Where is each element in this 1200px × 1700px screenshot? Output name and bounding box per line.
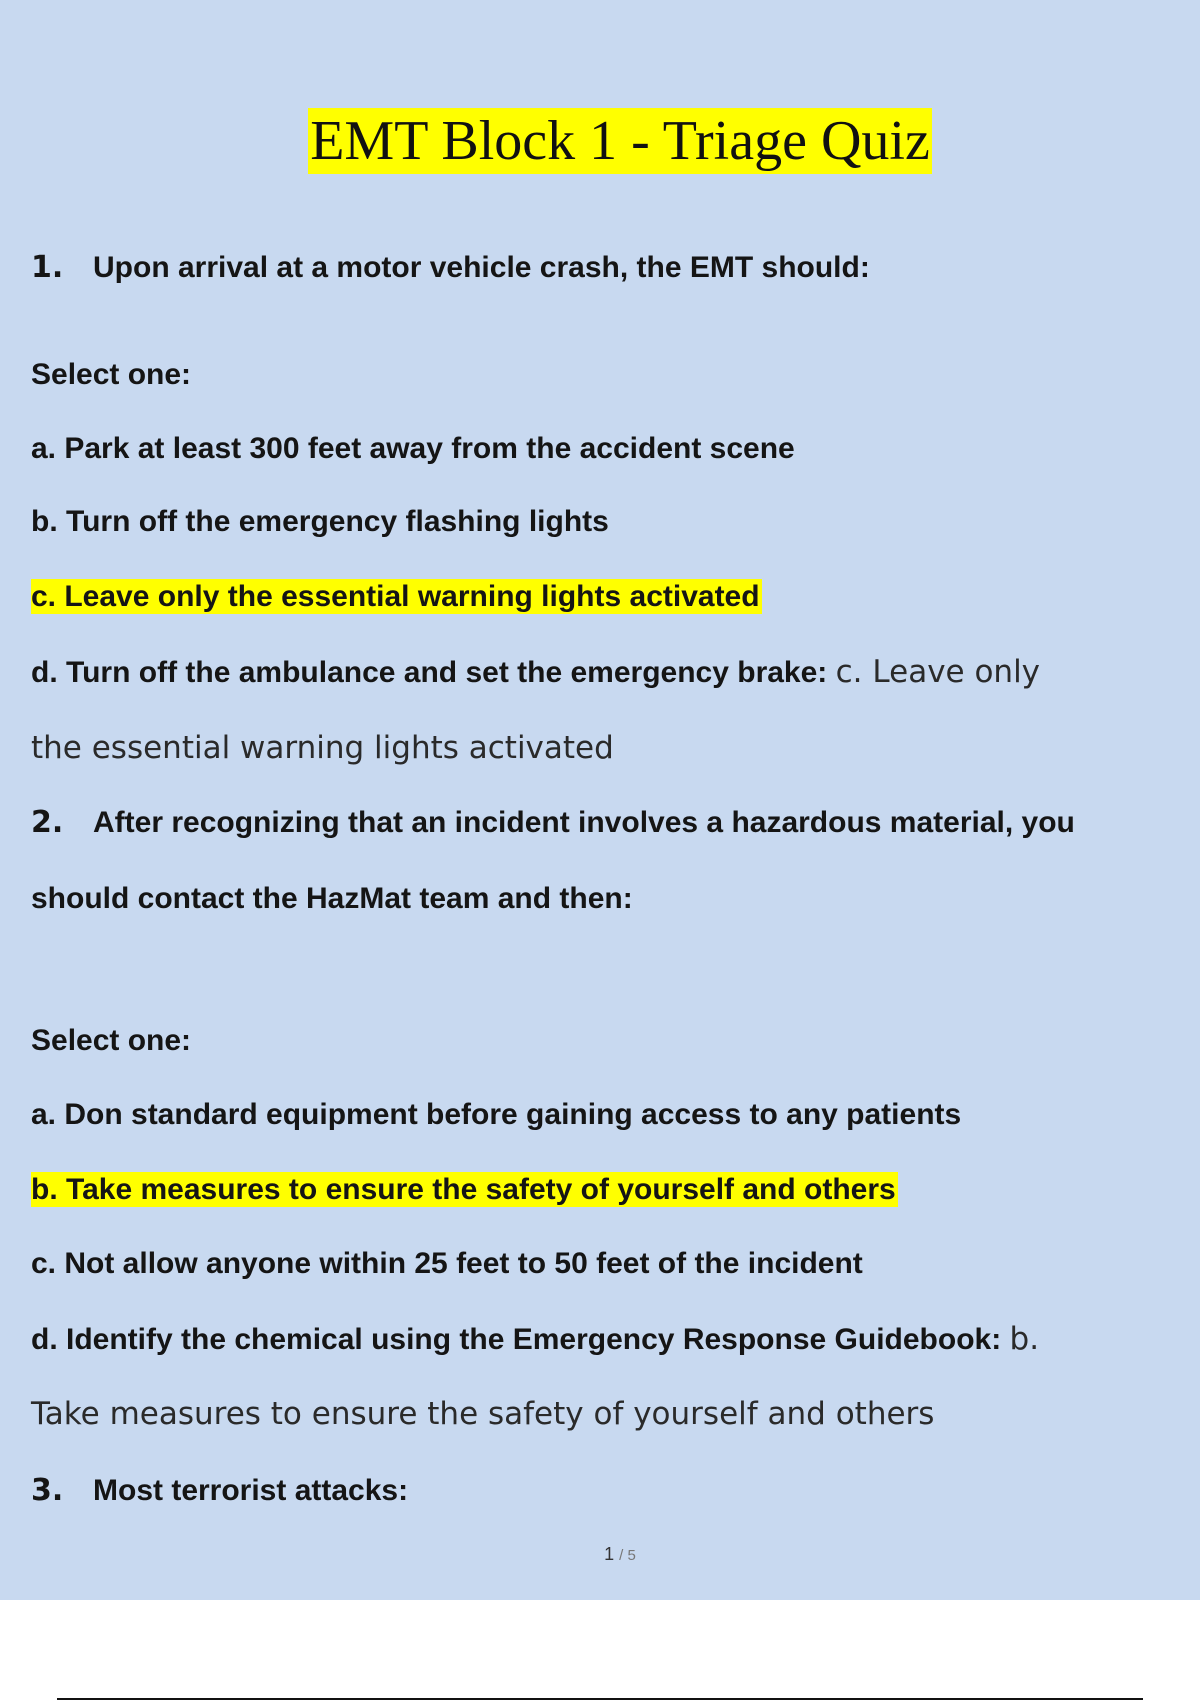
question-number: 1. (31, 250, 64, 285)
current-page: 1 (604, 1544, 615, 1564)
question-number: 3. (31, 1473, 64, 1508)
option-c: c. Not allow anyone within 25 feet to 50 feet of the incident (31, 1247, 863, 1280)
question-text: Upon arrival at a motor vehicle crash, the EMT should: (93, 251, 870, 284)
select-prompt: Select one: (31, 358, 192, 391)
answer-text-continued: the essential warning lights activated (31, 730, 614, 766)
document-title: EMT Block 1 - Triage Quiz (310, 110, 930, 172)
answer-text-continued: Take measures to ensure the safety of yourself and others (31, 1396, 935, 1432)
question-3 (31, 1473, 408, 1508)
question-2 (31, 805, 1075, 840)
option-d (31, 1321, 1039, 1357)
option-d-text: d. Turn off the ambulance and set the emergency brake: (31, 656, 828, 689)
total-pages: / 5 (619, 1547, 636, 1564)
question-2-continued: should contact the HazMat team and then: (31, 882, 633, 915)
option-d (31, 654, 1040, 690)
option-d-text: d. Identify the chemical using the Emergency Response Guidebook: (31, 1323, 1002, 1356)
answer-text: b. (1009, 1321, 1040, 1357)
answer-text: c. Leave only (835, 654, 1041, 690)
option-c-correct (31, 580, 762, 614)
question-text: Most terrorist attacks: (93, 1474, 409, 1507)
question-number: 2. (31, 805, 64, 840)
highlighted-answer: c. Leave only the essential warning lights activated (31, 580, 760, 613)
question-1 (31, 250, 870, 285)
highlighted-answer: b. Take measures to ensure the safety of yourself and others (31, 1173, 896, 1206)
option-a: a. Park at least 300 feet away from the accident scene (31, 432, 795, 465)
select-prompt: Select one: (31, 1024, 192, 1057)
option-b-correct (31, 1173, 898, 1207)
page-indicator (0, 1544, 1200, 1565)
option-b: b. Turn off the emergency flashing lights (31, 505, 609, 538)
question-text: After recognizing that an incident involves a hazardous material, you (93, 806, 1075, 839)
option-a: a. Don standard equipment before gaining access to any patients (31, 1098, 962, 1131)
